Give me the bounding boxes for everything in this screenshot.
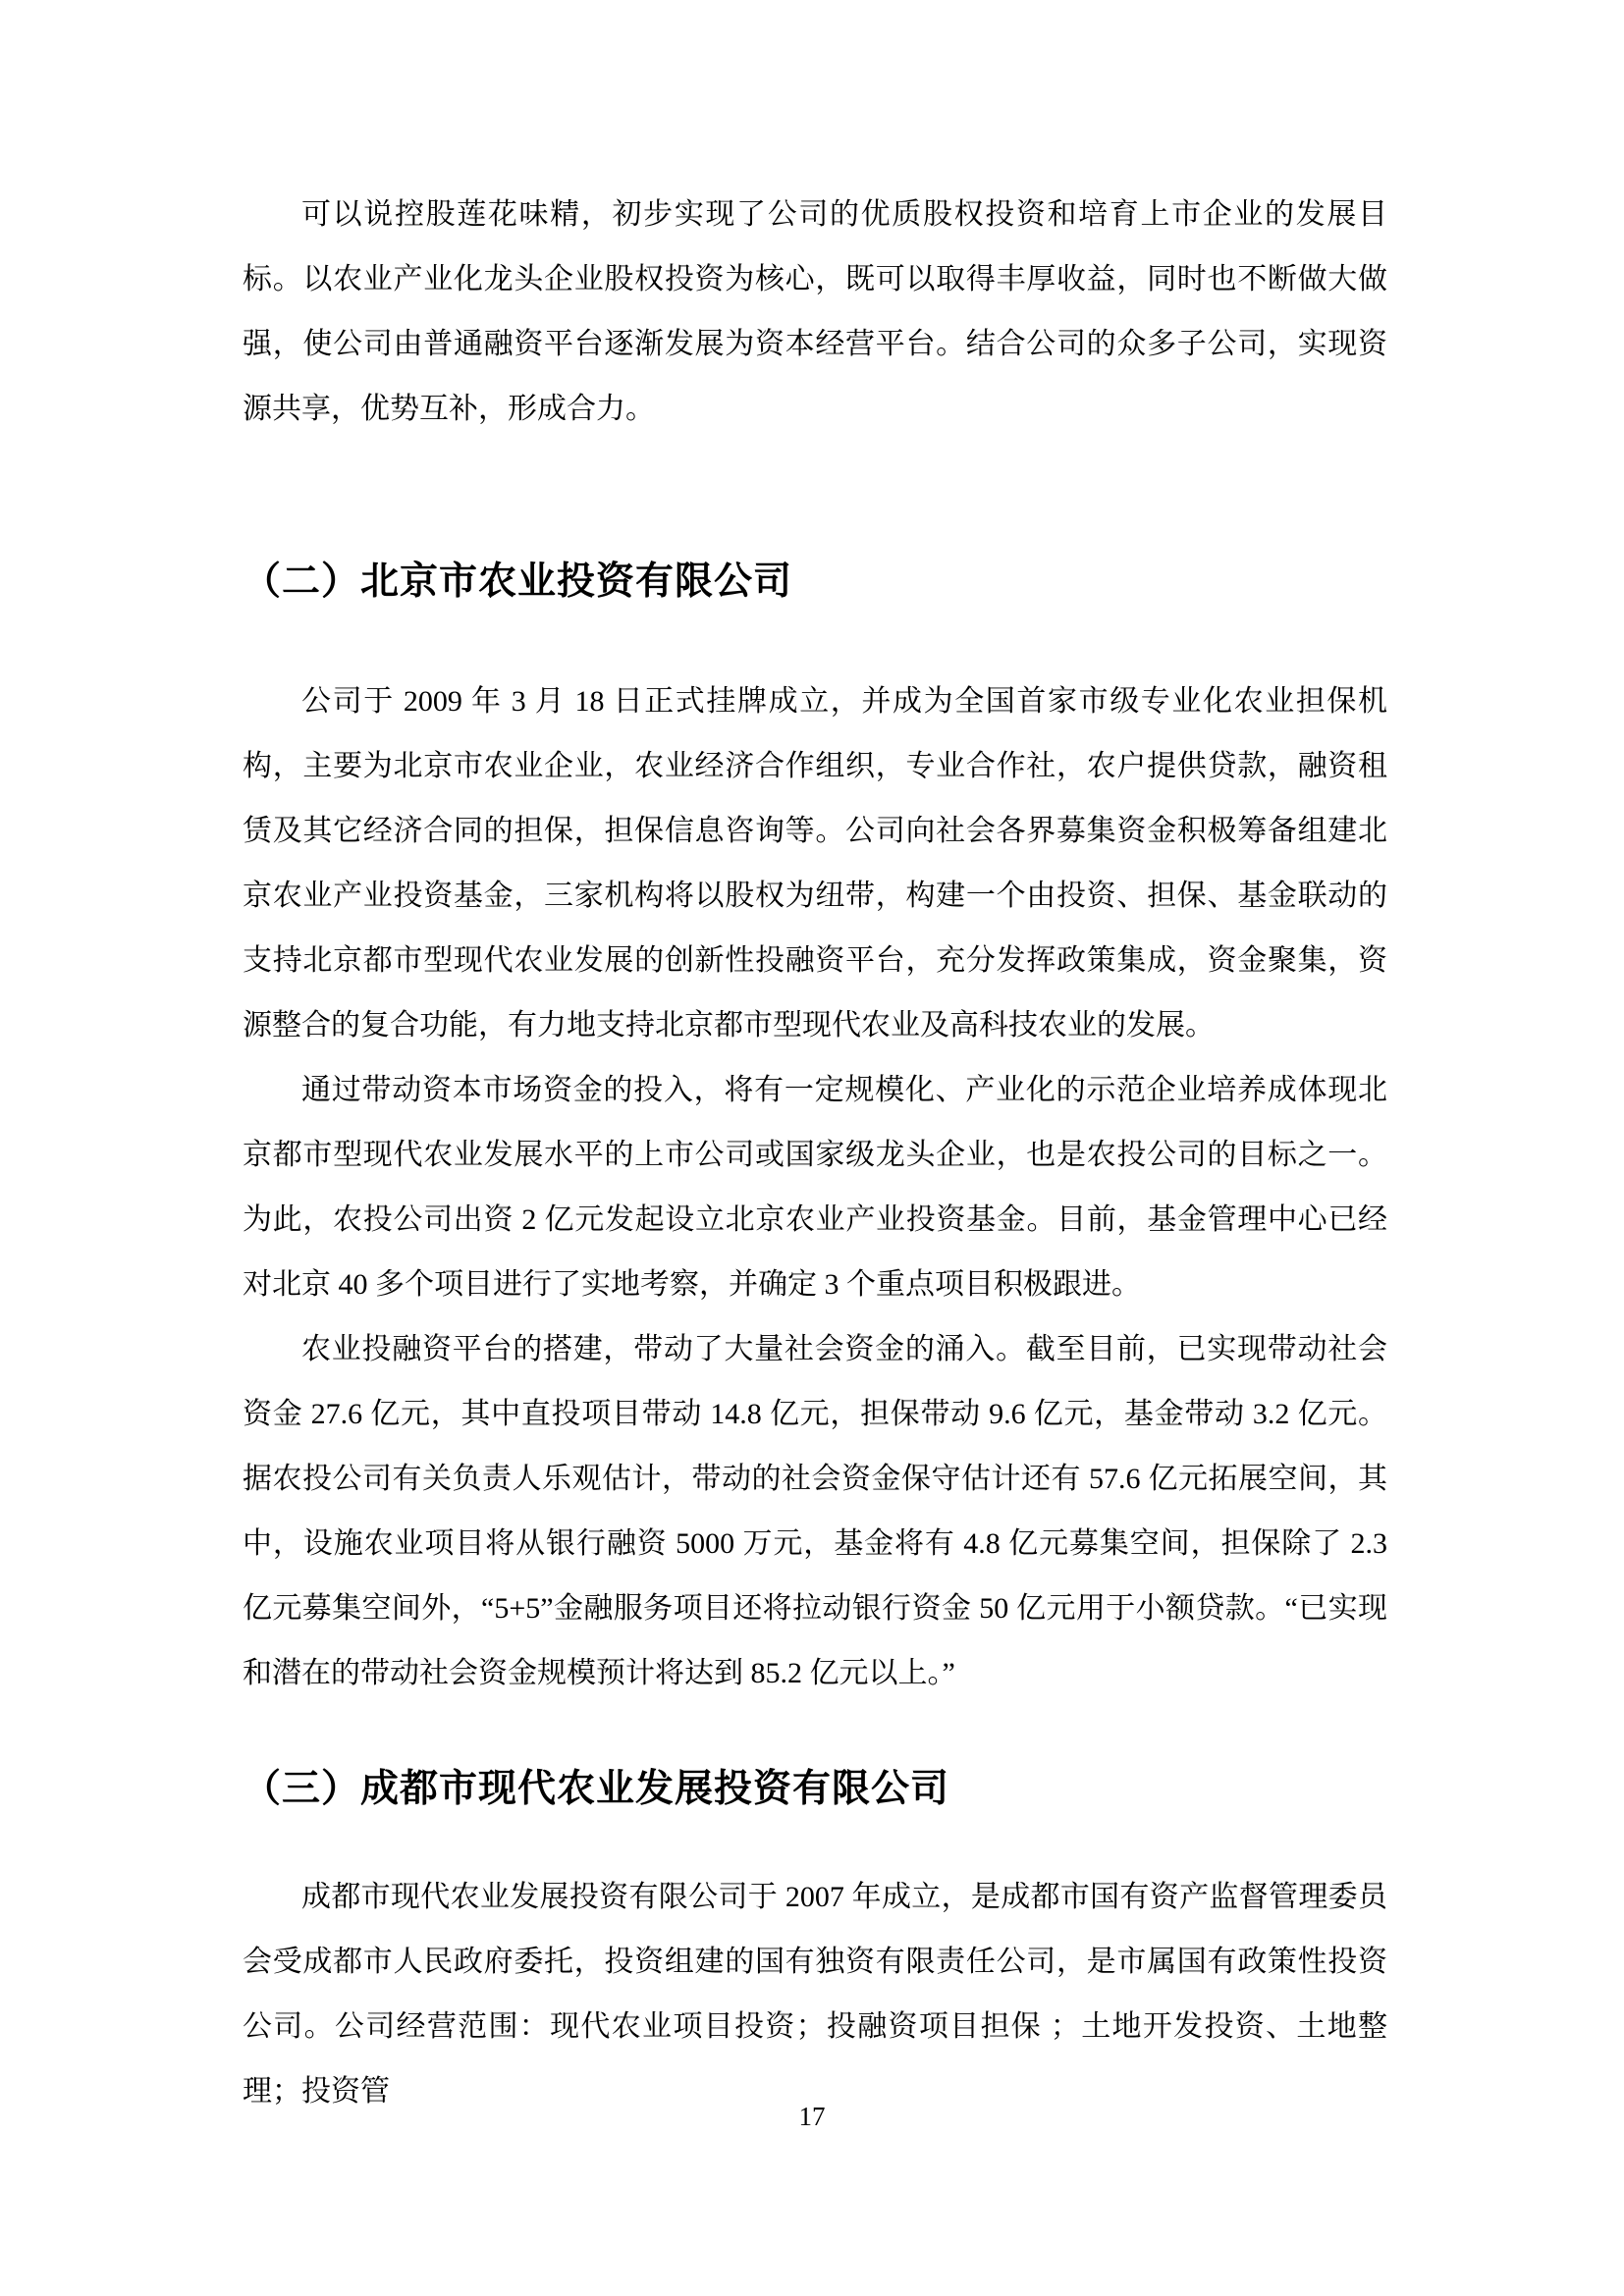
paragraph-beijing-founding: 公司于 2009 年 3 月 18 日正式挂牌成立，并成为全国首家市级专业化农业担保机构，主要为北京市农业企业，农业经济合作组织，专业合作社，农户提供贷款，融资租赁及其它经济合同的担保，担保信息咨询等。公司向社会各界募集资金积极筹备组建北京农业产业投资基金，三家机构将以股权为纽带，构建一个由投资、担保、基金联动的支持北京都市型现代农业发展的创新性投融资平台，充分发挥政策集成，资金聚集，资源整合的复合功能，有力地支持北京都市型现代农业及高科技农业的发展。 [243, 685, 1387, 1041]
paragraph-lianhua-summary: 可以说控股莲花味精，初步实现了公司的优质股权投资和培育上市企业的发展目标。以农业产业化龙头企业股权投资为核心，既可以取得丰厚收益，同时也不断做大做强，使公司由普通融资平台逐渐发展为资本经营平台。结合公司的众多子公司，实现资源共享，优势互补，形成合力。 [243, 198, 1387, 425]
paragraph-chengdu-founding: 成都市现代农业发展投资有限公司于 2007 年成立，是成都市国有资产监督管理委员会受成都市人民政府委托，投资组建的国有独资有限责任公司，是市属国有政策性投资公司。公司经营范围：现代农业项目投资；投融资项目担保 ；土地开发投资、土地整理；投资管 [243, 1881, 1387, 2108]
page-content [243, 0, 1387, 2124]
paragraph-beijing-fund-goal: 通过带动资本市场资金的投入，将有一定规模化、产业化的示范企业培养成体现北京都市型现代农业发展水平的上市公司或国家级龙头企业，也是农投公司的目标之一。为此，农投公司出资 2 亿元发起设立北京农业产业投资基金。目前，基金管理中心已经对北京 40 多个项目进行了实地考察，并确定 3 个重点项目积极跟进。 [243, 1074, 1387, 1301]
section-heading-beijing-agri-investment: （二）北京市农业投资有限公司 [243, 561, 793, 603]
page-number: 17 [798, 2102, 826, 2131]
paragraph-beijing-capital-figures: 农业投融资平台的搭建，带动了大量社会资金的涌入。截至目前，已实现带动社会资金 27.6 亿元，其中直投项目带动 14.8 亿元，担保带动 9.6 亿元，基金带动 3.2 亿元。据农投公司有关负责人乐观估计，带动的社会资金保守估计还有 57.6 亿元拓展空间，其中，设施农业项目将从银行融资 5000 万元，基金将有 4.8 亿元募集空间，担保除了 2.3 亿元募集空间外，“5+5”金融服务项目还将拉动银行资金 50 亿元用于小额贷款。“已实现和潜在的带动社会资金规模预计将达到 85.2 亿元以上。” [243, 1333, 1387, 1689]
section-heading-chengdu-modern-agri: （三）成都市现代农业发展投资有限公司 [243, 1768, 950, 1810]
